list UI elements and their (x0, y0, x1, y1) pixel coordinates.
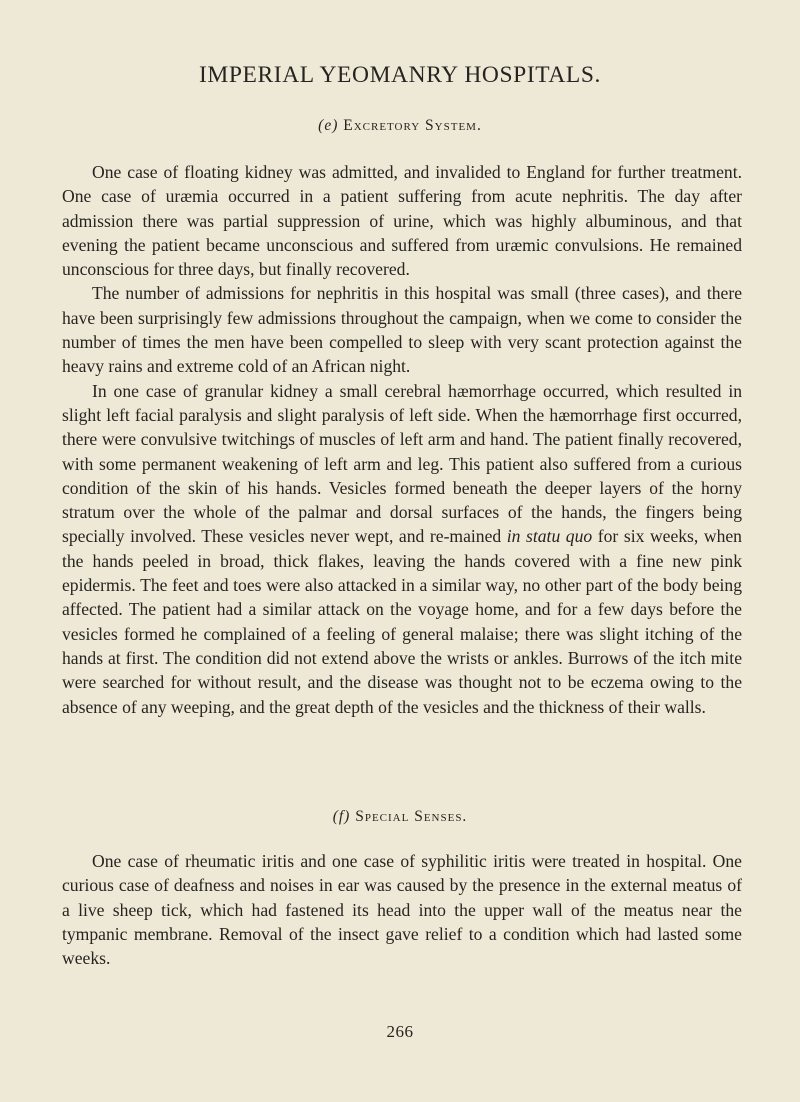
paragraph: The number of admissions for nephritis in this hospital was small (three cases), and there have been surprisingly few admissions throughout the campaign, when we come to consider the number of times the men have been compelled to sleep with very scant protection against the heavy rains and extreme cold of an African night. (62, 283, 742, 377)
page-number: 266 (386, 1022, 414, 1041)
latin-phrase: in statu quo (506, 526, 593, 547)
paragraph: One case of rheumatic iritis and one case of syphilitic iritis were treated in hospital. One curious case of deafness and noises in ear was caused by the presence in the external meatus of a live sheep tick, which had fastened its head into the upper wall of the meatus near the tympanic membrane. Removal of the insect gave relief to a condition which had lasted some weeks. (62, 851, 742, 969)
running-head: IMPERIAL YEOMANRY HOSPITALS. (198, 62, 602, 88)
section-heading-special-senses (0, 808, 800, 826)
section-title: Excretory System. (343, 117, 482, 134)
excretory-system-body (62, 160, 742, 719)
section-title: Special Senses. (355, 808, 468, 825)
paragraph-text: for six weeks, when the hands peeled in broad, thick flakes, leaving the hands covered with a fine new pink epidermis. The feet and toes were also attacked in a similar way, no other part of the body being affected. The patient had a similar attack on the voyage home, and for a few days before the vesicles formed he complained of a feeling of general malaise; there was slight itching of the hands at first. The condition did not extend above the wrists or ankles. Burrows of the itch mite were searched for without result, and the disease was thought not to be eczema owing to the absence of any weeping, and the great depth of the vesicles and the thickness of their walls. (62, 526, 742, 717)
section-mark: (e) (318, 117, 339, 134)
paragraph (62, 379, 742, 719)
section-mark: (f) (332, 808, 351, 825)
special-senses-body (62, 849, 742, 970)
paragraph: One case of floating kidney was admitted, and invalided to England for further treatment. One case of uræmia occurred in a patient suffering from acute nephritis. The day after admission there was partial suppression of urine, which was highly albuminous, and that evening the patient became unconscious and suffered from uræmic convulsions. He remained unconscious for three days, but finally recovered. (62, 162, 742, 280)
section-heading-excretory-system (0, 117, 800, 135)
paragraph-text: In one case of granular kidney a small cerebral hæmorrhage occurred, which resulted in slight left facial paralysis and slight paralysis of left side. When the hæmorrhage first occurred, there were convulsive twitchings of muscles of left arm and hand. The patient finally recovered, with some permanent weakening of left arm and leg. This patient also suffered from a curious condition of the skin of his hands. Vesicles formed beneath the deeper layers of the horny stratum over the whole of the palmar and dorsal surfaces of the hands, the fingers being specially involved. These vesicles never wept, and re-mained (62, 380, 742, 547)
